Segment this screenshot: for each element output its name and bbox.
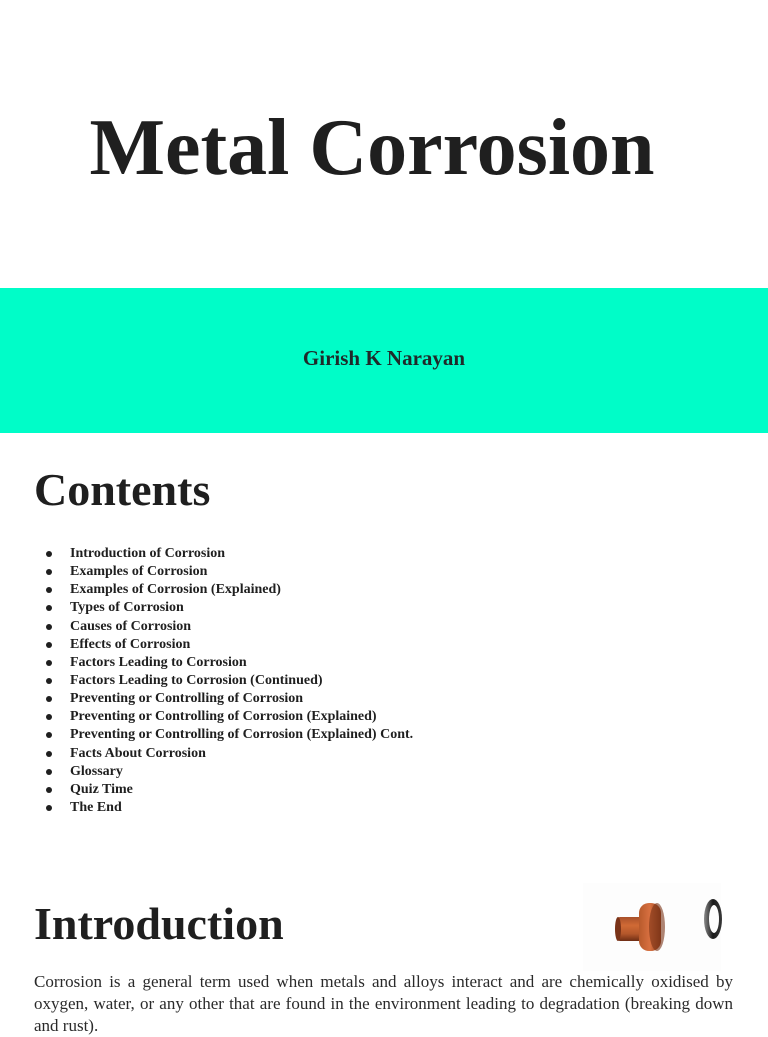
bullet-icon (46, 551, 52, 557)
bullet-icon (46, 587, 52, 593)
contents-list-item (34, 781, 413, 799)
contents-item-label: Quiz Time (70, 781, 133, 797)
contents-item-label: Preventing or Controlling of Corrosion (70, 691, 304, 707)
contents-item-label: Glossary (70, 763, 123, 779)
bullet-icon (46, 660, 52, 666)
contents-item-label: The End (70, 799, 122, 815)
corrosion-pipe-image (583, 883, 721, 971)
introduction-heading: Introduction (34, 898, 284, 949)
introduction-text: Corrosion is a general term used when metals and alloys interact and are chemically oxidised by oxygen, water, or any other that are found in the environment leading to degradation (breaking down and rust). (34, 972, 733, 1035)
contents-list-item (34, 599, 413, 617)
contents-list-item (34, 672, 413, 690)
author-band (0, 288, 768, 433)
contents-item-label: Effects of Corrosion (70, 636, 191, 652)
contents-item-label: Preventing or Controlling of Corrosion (Explained) Cont. (70, 727, 414, 743)
contents-list-item (34, 708, 413, 726)
contents-list-item (34, 726, 413, 744)
bullet-icon (46, 732, 52, 738)
contents-list-item (34, 690, 413, 708)
contents-item-label: Examples of Corrosion (Explained) (70, 582, 281, 598)
bullet-icon (46, 714, 52, 720)
contents-heading: Contents (34, 464, 211, 515)
contents-list-item (34, 618, 413, 636)
contents-list-item (34, 763, 413, 781)
contents-item-label: Factors Leading to Corrosion (70, 654, 247, 670)
contents-item-label: Examples of Corrosion (70, 564, 208, 580)
contents-list-item (34, 745, 413, 763)
document-title: Metal Corrosion (89, 104, 655, 192)
contents-item-label: Introduction of Corrosion (70, 546, 226, 561)
author-name: Girish K Narayan (302, 346, 466, 370)
contents-item-label: Types of Corrosion (70, 600, 184, 616)
bullet-icon (46, 805, 52, 811)
table-of-contents (34, 545, 413, 817)
bullet-icon (46, 678, 52, 684)
bullet-icon (46, 696, 52, 702)
bullet-icon (46, 787, 52, 793)
contents-item-label: Causes of Corrosion (70, 618, 192, 634)
bullet-icon (46, 624, 52, 630)
contents-item-label: Facts About Corrosion (70, 745, 206, 761)
contents-list-item (34, 581, 413, 599)
pipe-fitting-illustration (583, 883, 721, 971)
contents-list-item (34, 636, 413, 654)
title-section (0, 0, 768, 288)
contents-item-label: Factors Leading to Corrosion (Continued) (70, 672, 323, 688)
contents-item-label: Preventing or Controlling of Corrosion (Explained) (70, 709, 377, 725)
contents-list-item (34, 654, 413, 672)
bullet-icon (46, 769, 52, 775)
contents-list-item (34, 563, 413, 581)
bullet-icon (46, 751, 52, 757)
contents-list-item (34, 545, 413, 563)
bullet-icon (46, 642, 52, 648)
bullet-icon (46, 605, 52, 611)
bullet-icon (46, 569, 52, 575)
contents-list-item (34, 799, 413, 817)
